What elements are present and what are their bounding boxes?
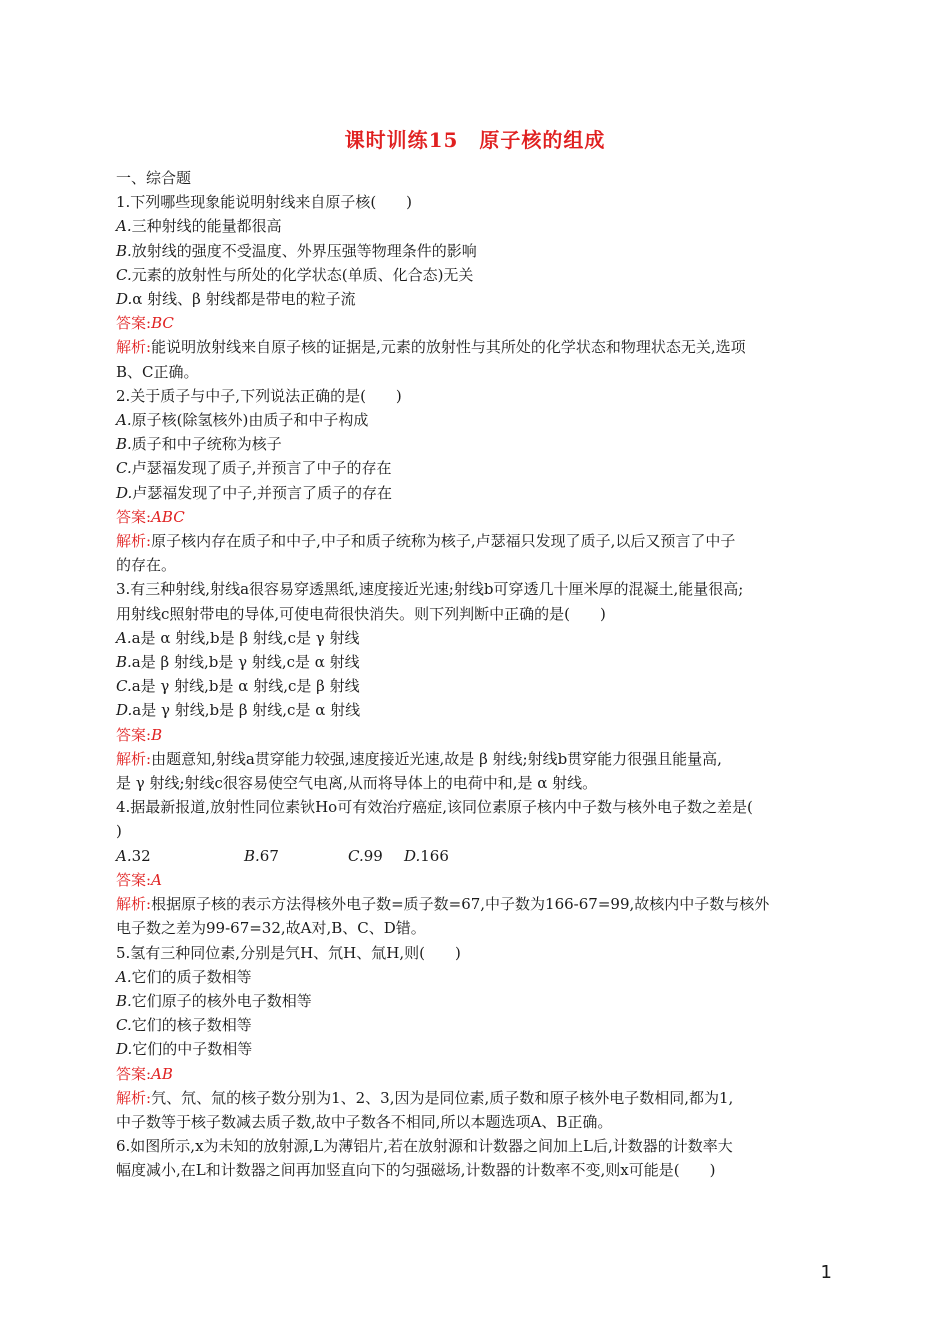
q2-option-d: D.卢瑟福发现了中子,并预言了质子的存在 — [116, 483, 393, 502]
q3-stem-cont: 用射线c照射带电的导体,可使电荷很快消失。则下列判断中正确的是( ) — [116, 604, 606, 623]
q2-option-a: A.原子核(除氢核外)由质子和中子构成 — [116, 411, 369, 430]
q1-explanation-cont: B、C正确。 — [116, 362, 199, 381]
page-number: 1 — [820, 1262, 832, 1283]
q1-option-c: C.元素的放射性与所处的化学状态(单质、化合态)无关 — [116, 265, 474, 284]
q5-option-c: C.它们的核子数相等 — [116, 1016, 252, 1035]
q3-explanation-cont: 是 γ 射线;射线c很容易使空气电离,从而将导体上的电荷中和,是 α 射线。 — [116, 774, 598, 793]
q1-answer: 答案:BC — [116, 314, 174, 333]
q2-explanation: 解析:原子核内存在质子和中子,中子和质子统称为核子,卢瑟福只发现了质子,以后又预言了中子 — [116, 532, 736, 551]
q4-answer: 答案:A — [116, 870, 162, 889]
q3-answer: 答案:B — [116, 725, 163, 744]
q1-stem: 1.下列哪些现象能说明射线来自原子核( ) — [116, 193, 413, 212]
q4-explanation: 解析:根据原子核的表示方法得核外电子数=质子数=67,中子数为166-67=99,故核内中子数与核外 — [116, 895, 770, 914]
q4-option-a: A.32 — [116, 846, 151, 865]
q4-option-d: D.166 — [404, 846, 449, 865]
q5-answer: 答案:AB — [116, 1064, 173, 1083]
q1-option-d: D.α 射线、β 射线都是带电的粒子流 — [116, 290, 356, 309]
q2-answer: 答案:ABC — [116, 507, 185, 526]
q4-options — [116, 844, 840, 868]
q4-option-b: B.67 — [244, 846, 279, 865]
q5-stem: 5.氢有三种同位素,分别是氕H、氘H、氚H,则( ) — [116, 943, 461, 962]
q2-stem: 2.关于质子与中子,下列说法正确的是( ) — [116, 386, 402, 405]
q1-explanation: 解析:能说明放射线来自原子核的证据是,元素的放射性与其所处的化学状态和物理状态无关,选项 — [116, 338, 746, 357]
q2-option-b: B.质子和中子统称为核子 — [116, 435, 282, 454]
q1-option-b: B.放射线的强度不受温度、外界压强等物理条件的影响 — [116, 241, 477, 260]
q6-stem-cont: 幅度减小,在L和计数器之间再加竖直向下的匀强磁场,计数器的计数率不变,则x可能是( ) — [116, 1161, 716, 1180]
q3-option-a: A.a是 α 射线,b是 β 射线,c是 γ 射线 — [116, 628, 360, 647]
q3-option-c: C.a是 γ 射线,b是 α 射线,c是 β 射线 — [116, 677, 360, 696]
q5-option-a: A.它们的质子数相等 — [116, 967, 252, 986]
q5-explanation: 解析:氕、氘、氚的核子数分别为1、2、3,因为是同位素,质子数和原子核外电子数相同,都为1, — [116, 1088, 734, 1107]
q1-option-a: A.三种射线的能量都很高 — [116, 217, 282, 236]
section-heading: 一、综合题 — [116, 169, 192, 187]
q5-option-d: D.它们的中子数相等 — [116, 1040, 253, 1059]
q4-stem-cont: ) — [116, 822, 122, 841]
q6-stem: 6.如图所示,x为未知的放射源,L为薄铝片,若在放射源和计数器之间加上L后,计数器的计数率大 — [116, 1137, 733, 1156]
page-title: 课时训练15 原子核的组成 — [344, 128, 606, 152]
q2-explanation-cont: 的存在。 — [116, 556, 177, 575]
q4-stem: 4.据最新报道,放射性同位素钬Ho可有效治疗癌症,该同位素原子核内中子数与核外电子数之差是( — [116, 798, 753, 817]
content — [116, 166, 840, 1183]
q3-option-d: D.a是 γ 射线,b是 β 射线,c是 α 射线 — [116, 701, 361, 720]
q4-option-c: C.99 — [348, 846, 383, 865]
q3-option-b: B.a是 β 射线,b是 γ 射线,c是 α 射线 — [116, 653, 360, 672]
q2-option-c: C.卢瑟福发现了质子,并预言了中子的存在 — [116, 459, 392, 478]
q3-explanation: 解析:由题意知,射线a贯穿能力较强,速度接近光速,故是 β 射线;射线b贯穿能力很强且能量高, — [116, 749, 722, 768]
q3-stem: 3.有三种射线,射线a很容易穿透黑纸,速度接近光速;射线b可穿透几十厘米厚的混凝土,能量很高; — [116, 580, 744, 599]
q5-explanation-cont: 中子数等于核子数减去质子数,故中子数各不相同,所以本题选项A、B正确。 — [116, 1112, 613, 1131]
q4-explanation-cont: 电子数之差为99-67=32,故A对,B、C、D错。 — [116, 919, 426, 938]
q5-option-b: B.它们原子的核外电子数相等 — [116, 991, 312, 1010]
